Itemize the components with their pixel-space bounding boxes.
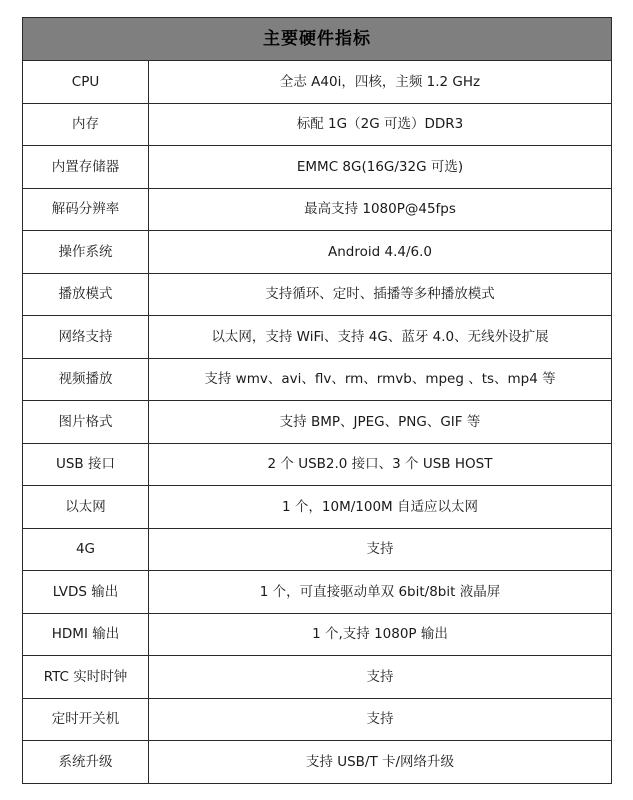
spec-value: Android 4.4/6.0	[149, 231, 612, 274]
table-row	[23, 486, 612, 529]
table-row	[23, 528, 612, 571]
spec-value: 标配 1G（2G 可选）DDR3	[149, 103, 612, 146]
spec-value: 支持	[149, 528, 612, 571]
table-row	[23, 188, 612, 231]
spec-value: 1 个,支持 1080P 输出	[149, 613, 612, 656]
spec-value: 支持 BMP、JPEG、PNG、GIF 等	[149, 401, 612, 444]
spec-label: 系统升级	[23, 741, 149, 784]
table-header-row	[23, 18, 612, 61]
spec-value: 支持 wmv、avi、flv、rm、rmvb、mpeg 、ts、mp4 等	[149, 358, 612, 401]
table-row	[23, 401, 612, 444]
spec-value: 1 个，10M/100M 自适应以太网	[149, 486, 612, 529]
spec-value: 全志 A40i，四核，主频 1.2 GHz	[149, 61, 612, 104]
spec-value: 支持	[149, 698, 612, 741]
table-row	[23, 231, 612, 274]
spec-label: USB 接口	[23, 443, 149, 486]
table-row	[23, 698, 612, 741]
table-row	[23, 358, 612, 401]
spec-value: 支持 USB/T 卡/网络升级	[149, 741, 612, 784]
spec-label: 解码分辨率	[23, 188, 149, 231]
spec-label: 图片格式	[23, 401, 149, 444]
table-row	[23, 61, 612, 104]
spec-label: 操作系统	[23, 231, 149, 274]
spec-value: 2 个 USB2.0 接口、3 个 USB HOST	[149, 443, 612, 486]
table-row	[23, 613, 612, 656]
hardware-spec-table	[22, 17, 612, 784]
table-row	[23, 571, 612, 614]
spec-value: 以太网，支持 WiFi、支持 4G、蓝牙 4.0、无线外设扩展	[149, 316, 612, 359]
spec-label: 4G	[23, 528, 149, 571]
spec-label: HDMI 输出	[23, 613, 149, 656]
table-row	[23, 103, 612, 146]
spec-value: EMMC 8G(16G/32G 可选)	[149, 146, 612, 189]
spec-label: 内存	[23, 103, 149, 146]
spec-value: 支持	[149, 656, 612, 699]
table-row	[23, 316, 612, 359]
spec-label: 以太网	[23, 486, 149, 529]
spec-label: 内置存储器	[23, 146, 149, 189]
spec-value: 支持循环、定时、插播等多种播放模式	[149, 273, 612, 316]
table-row	[23, 656, 612, 699]
spec-label: 播放模式	[23, 273, 149, 316]
spec-label: 定时开关机	[23, 698, 149, 741]
table-row	[23, 273, 612, 316]
table-row	[23, 443, 612, 486]
table-title: 主要硬件指标	[23, 18, 612, 61]
spec-label: RTC 实时时钟	[23, 656, 149, 699]
spec-label: 网络支持	[23, 316, 149, 359]
table-row	[23, 741, 612, 784]
spec-label: 视频播放	[23, 358, 149, 401]
spec-label: LVDS 输出	[23, 571, 149, 614]
spec-label: CPU	[23, 61, 149, 104]
table-row	[23, 146, 612, 189]
spec-value: 1 个，可直接驱动单双 6bit/8bit 液晶屏	[149, 571, 612, 614]
spec-value: 最高支持 1080P@45fps	[149, 188, 612, 231]
